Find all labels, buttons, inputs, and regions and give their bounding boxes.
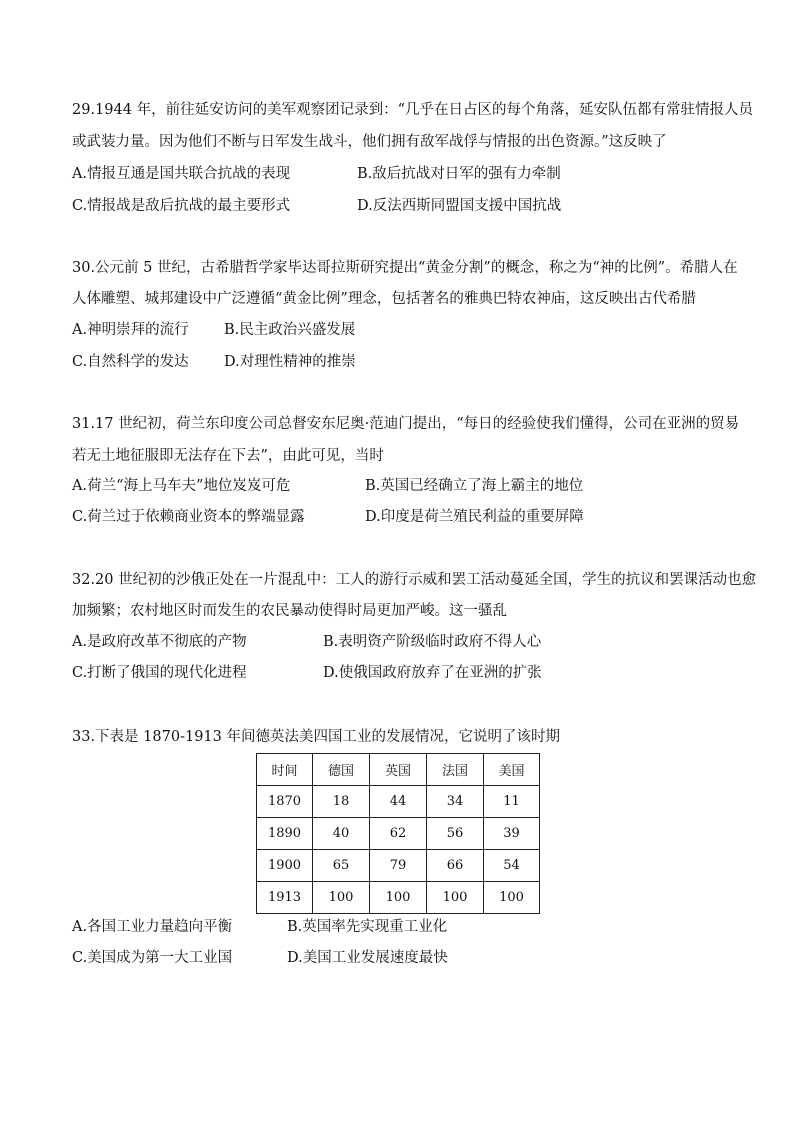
table-cell: 65 <box>313 850 370 882</box>
table-cell: 11 <box>484 786 540 818</box>
q29-option-a: A.情报互通是国共联合抗战的表现 <box>72 166 291 182</box>
table-cell: 1890 <box>257 818 313 850</box>
table-row <box>257 786 540 818</box>
table-cell: 62 <box>370 818 427 850</box>
q32-stem-line-2: 加频繁；农村地区时而发生的农民暴动使得时局更加严峻。这一骚乱 <box>72 603 507 619</box>
table-cell: 44 <box>370 786 427 818</box>
table-cell: 66 <box>427 850 484 882</box>
table-row <box>257 818 540 850</box>
q30-option-d: D.对理性精神的推崇 <box>224 354 356 370</box>
q33-stem-line-1: 33.下表是 1870-1913 年间德英法美四国工业的发展情况，它说明了该时期 <box>72 729 560 745</box>
q33-option-a: A.各国工业力量趋向平衡 <box>72 919 233 935</box>
table-cell: 56 <box>427 818 484 850</box>
table-header-cell: 时间 <box>257 754 313 786</box>
table-header-cell: 美国 <box>484 754 540 786</box>
q31-option-b: B.英国已经确立了海上霸主的地位 <box>365 478 584 494</box>
table-header-cell: 法国 <box>427 754 484 786</box>
table-cell: 100 <box>370 882 427 914</box>
q31-option-a: A.荷兰“海上马车夫”地位岌岌可危 <box>72 478 291 494</box>
table-cell: 39 <box>484 818 540 850</box>
q29-option-d: D.反法西斯同盟国支援中国抗战 <box>357 198 562 214</box>
table-row <box>257 882 540 914</box>
q29-stem-line-2: 或武装力量。因为他们不断与日军发生战斗，他们拥有敌军战俘与情报的出色资源。”这反映了 <box>72 134 667 150</box>
q32-option-c: C.打断了俄国的现代化进程 <box>72 665 247 681</box>
table-cell: 100 <box>484 882 540 914</box>
q31-stem-line-1: 31.17 世纪初，荷兰东印度公司总督安东尼奥·范迪门提出，“每日的经验使我们懂得，公司在亚洲的贸易 <box>72 416 740 432</box>
table-cell: 18 <box>313 786 370 818</box>
table-cell: 1900 <box>257 850 313 882</box>
q29-option-c: C.情报战是敌后抗战的最主要形式 <box>72 198 291 214</box>
table-header-row <box>257 754 540 786</box>
q30-option-c: C.自然科学的发达 <box>72 354 189 370</box>
q33-industry-table <box>256 753 540 914</box>
q33-option-d: D.美国工业发展速度最快 <box>287 950 448 966</box>
q29-stem-line-1: 29.1944 年，前往延安访问的美军观察团记录到：“几乎在日占区的每个角落，延安队伍都有常驻情报人员 <box>72 102 753 118</box>
q31-stem-line-2: 若无土地征服即无法存在下去”，由此可见，当时 <box>72 448 384 464</box>
table-cell: 1870 <box>257 786 313 818</box>
table-header-cell: 英国 <box>370 754 427 786</box>
table-header-cell: 德国 <box>313 754 370 786</box>
q30-option-b: B.民主政治兴盛发展 <box>224 322 356 338</box>
q29-option-b: B.敌后抗战对日军的强有力牵制 <box>357 166 561 182</box>
q33-option-c: C.美国成为第一大工业国 <box>72 950 233 966</box>
table-cell: 1913 <box>257 882 313 914</box>
q32-option-b: B.表明资产阶级临时政府不得人心 <box>323 634 542 650</box>
table-cell: 40 <box>313 818 370 850</box>
table-cell: 34 <box>427 786 484 818</box>
q31-option-c: C.荷兰过于依赖商业资本的弊端显露 <box>72 509 305 525</box>
q30-stem-line-2: 人体雕塑、城邦建设中广泛遵循“黄金比例”理念，包括著名的雅典巴特农神庙，这反映出古代希腊 <box>72 291 696 307</box>
table-cell: 54 <box>484 850 540 882</box>
q32-stem-line-1: 32.20 世纪初的沙俄正处在一片混乱中：工人的游行示威和罢工活动蔓延全国，学生的抗议和罢课活动也愈 <box>72 572 757 588</box>
q32-option-a: A.是政府改革不彻底的产物 <box>72 634 247 650</box>
q32-option-d: D.使俄国政府放弃了在亚洲的扩张 <box>323 665 542 681</box>
table-cell: 100 <box>427 882 484 914</box>
q33-option-b: B.英国率先实现重工业化 <box>287 919 448 935</box>
table-cell: 79 <box>370 850 427 882</box>
q31-option-d: D.印度是荷兰殖民利益的重要屏障 <box>365 509 584 525</box>
q30-stem-line-1: 30.公元前 5 世纪，古希腊哲学家毕达哥拉斯研究提出“黄金分割”的概念，称之为“神的比例”。希腊人在 <box>72 260 738 276</box>
q30-option-a: A.神明崇拜的流行 <box>72 322 189 338</box>
table-row <box>257 850 540 882</box>
table-cell: 100 <box>313 882 370 914</box>
